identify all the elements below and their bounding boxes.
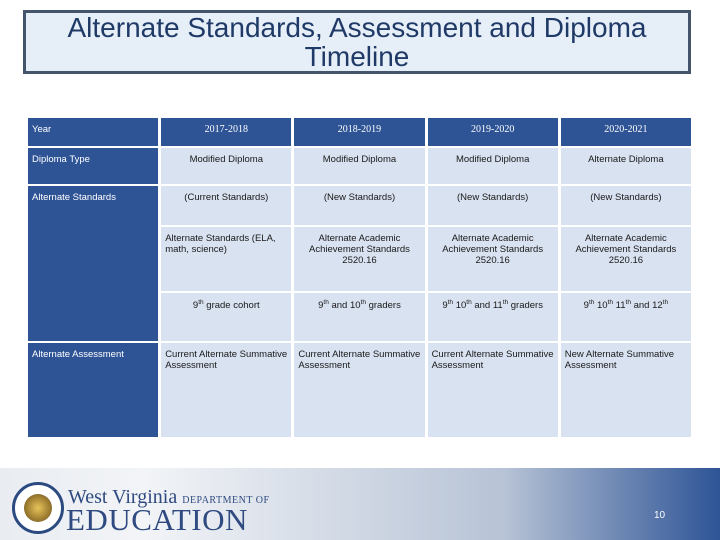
- diploma-type-row: [28, 148, 691, 183]
- grade-cohort-cell: 9th 10th 11th and 12th: [561, 293, 691, 341]
- slide-title-line-1: Alternate Standards, Assessment and Diploma: [67, 12, 647, 43]
- org-department-label: DEPARTMENT OF: [182, 495, 270, 506]
- standards-description-cell: Alternate Standards (ELA, math, science): [161, 227, 291, 291]
- standards-status-cell: (New Standards): [294, 186, 424, 225]
- standards-status-cell: (Current Standards): [161, 186, 291, 225]
- slide-title-line-2: Timeline: [304, 41, 410, 72]
- diploma-type-cell: Modified Diploma: [161, 148, 291, 183]
- standards-description-cell: Alternate Academic Achievement Standards 2520.16: [428, 227, 558, 291]
- diploma-type-cell: Modified Diploma: [428, 148, 558, 183]
- alternate-assessment-label: Alternate Assessment: [28, 343, 158, 437]
- page-number: 10: [654, 510, 666, 521]
- alternate-standards-label: Alternate Standards: [28, 186, 158, 341]
- alternate-assessment-row: [28, 343, 691, 437]
- year-column-header: 2017-2018: [161, 118, 291, 146]
- diploma-type-cell: Alternate Diploma: [561, 148, 691, 183]
- standards-description-cell: Alternate Academic Achievement Standards 2520.16: [294, 227, 424, 291]
- assessment-cell: New Alternate Summative Assessment: [561, 343, 691, 437]
- year-column-header: 2018-2019: [294, 118, 424, 146]
- diploma-type-cell: Modified Diploma: [294, 148, 424, 183]
- slide-title: [23, 10, 691, 74]
- grade-cohort-cell: 9th grade cohort: [161, 293, 291, 341]
- timeline-table: [25, 116, 694, 439]
- year-header-row: [28, 118, 691, 146]
- year-column-header: 2019-2020: [428, 118, 558, 146]
- org-name-line-1: West Virginia DEPARTMENT OF: [68, 486, 270, 508]
- year-header: Year: [28, 118, 158, 146]
- state-seal-icon: [12, 482, 64, 534]
- grade-cohort-cell: 9th and 10th graders: [294, 293, 424, 341]
- alternate-standards-status-row: [28, 186, 691, 225]
- assessment-cell: Current Alternate Summative Assessment: [294, 343, 424, 437]
- standards-status-cell: (New Standards): [561, 186, 691, 225]
- year-column-header: 2020-2021: [561, 118, 691, 146]
- assessment-cell: Current Alternate Summative Assessment: [161, 343, 291, 437]
- assessment-cell: Current Alternate Summative Assessment: [428, 343, 558, 437]
- standards-status-cell: (New Standards): [428, 186, 558, 225]
- org-name-line-2: EDUCATION: [66, 502, 248, 537]
- diploma-type-label: Diploma Type: [28, 148, 158, 183]
- standards-description-cell: Alternate Academic Achievement Standards 2520.16: [561, 227, 691, 291]
- grade-cohort-cell: 9th 10th and 11th graders: [428, 293, 558, 341]
